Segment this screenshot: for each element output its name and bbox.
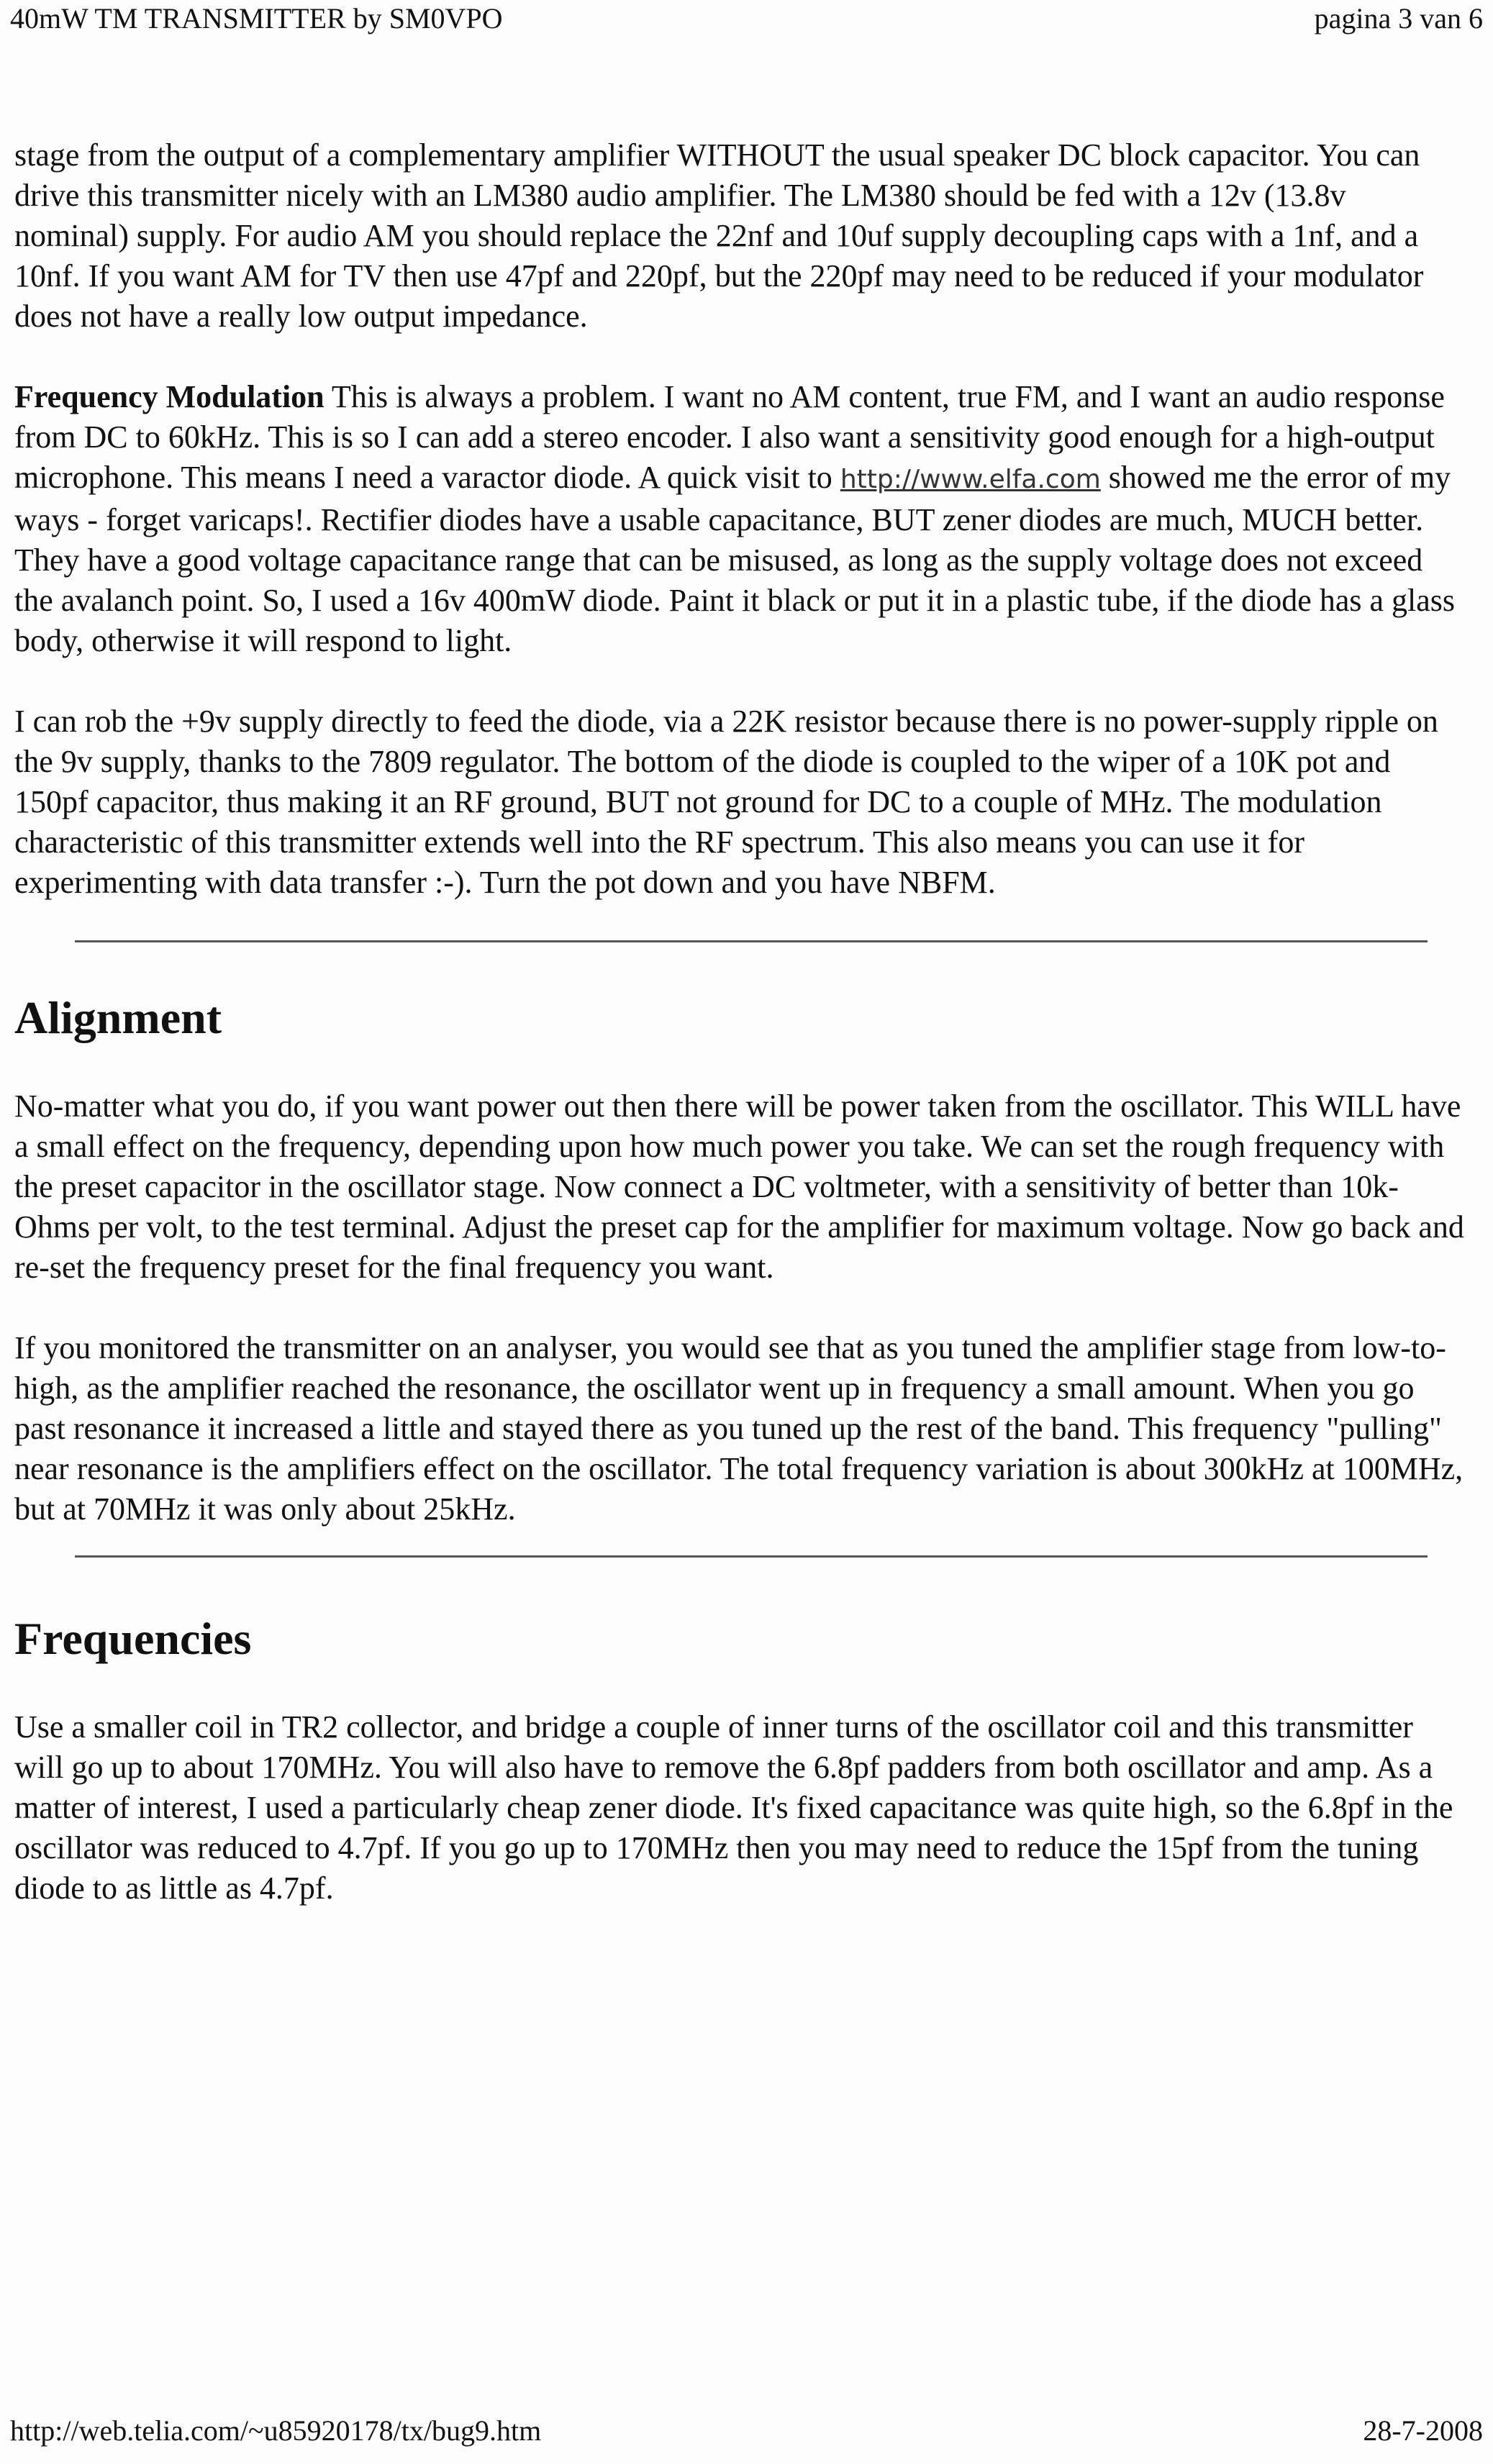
- paragraph-frequency-modulation: [14, 377, 1468, 661]
- page-footer-url: http://web.telia.com/~u85920178/tx/bug9.htm: [10, 2414, 542, 2447]
- document-body: [14, 135, 1468, 1909]
- paragraph-frequencies: Use a smaller coil in TR2 collector, and bridge a couple of inner turns of the oscillator coil and this transmitter will go up to about 170MHz. You will also have to remove the 6.8pf padders from both oscillator and amp. As a matter of interest, I used a particularly cheap zener diode. It's fixed capacitance was quite high, so the 6.8pf in the oscillator was reduced to 4.7pf. If you go up to 170MHz then you may need to reduce the 15pf from the tuning diode to as little as 4.7pf.: [14, 1709, 1453, 1906]
- page-header-title: 40mW TM TRANSMITTER by SM0VPO: [10, 2, 503, 35]
- paragraph-complementary-amplifier: stage from the output of a complementary amplifier WITHOUT the usual speaker DC block capacitor. You can drive this transmitter nicely with an LM380 audio amplifier. The LM380 should be fed with a 12v (13.8v nominal) supply. For audio AM you should replace the 22nf and 10uf supply decoupling caps with a 1nf, and a 10nf. If you want AM for TV then use 47pf and 220pf, but the 220pf may need to be reduced if your modulator does not have a really low output impedance.: [14, 137, 1424, 334]
- fm-text-part-2: showed me the error of my ways - forget varicaps!. Rectifier diodes have a usable capacitance, BUT zener diodes are much, MUCH better. They have a good voltage capacitance range that can be misused, as long as the supply voltage does not exceed the avalanch point. So, I used a 16v 400mW diode. Paint it black or put it in a plastic tube, if the diode has a glass body, otherwise it will respond to light.: [14, 460, 1455, 658]
- paragraph-alignment-2: If you monitored the transmitter on an analyser, you would see that as you tuned the amplifier stage from low-to-high, as the amplifier reached the resonance, the oscillator went up in frequency a small amount. When you go past resonance it increased a little and stayed there as you tuned up the rest of the band. This frequency "pulling" near resonance is the amplifiers effect on the oscillator. The total frequency variation is about 300kHz at 100MHz, but at 70MHz it was only about 25kHz.: [14, 1330, 1463, 1527]
- fm-text-part-1: This is always a problem. I want no AM content, true FM, and I want an audio response from DC to 60kHz. This is so I can add a stereo encoder. I also want a sensitivity good enough for a high-output microphone. This means I need a varactor diode. A quick visit to: [14, 379, 1445, 495]
- section-divider-2: [75, 1555, 1428, 1558]
- frequency-modulation-lead: Frequency Modulation: [14, 379, 325, 414]
- section-divider-1: [75, 940, 1428, 942]
- heading-alignment: Alignment: [14, 992, 222, 1043]
- elfa-link[interactable]: http://www.elfa.com: [840, 465, 1101, 494]
- heading-frequencies: Frequencies: [14, 1613, 252, 1664]
- paragraph-alignment-1: No-matter what you do, if you want power out then there will be power taken from the oscillator. This WILL have a small effect on the frequency, depending upon how much power you take. We can set the rough frequency with the preset capacitor in the oscillator stage. Now connect a DC voltmeter, with a sensitivity of better than 10k-Ohms per volt, to the test terminal. Adjust the preset cap for the amplifier for maximum voltage. Now go back and re-set the frequency preset for the final frequency you want.: [14, 1088, 1464, 1285]
- page-header-number: pagina 3 van 6: [1314, 2, 1483, 35]
- page-footer-date: 28-7-2008: [1363, 2414, 1483, 2447]
- paragraph-supply-and-diode: I can rob the +9v supply directly to feed the diode, via a 22K resistor because there is no power-supply ripple on the 9v supply, thanks to the 7809 regulator. The bottom of the diode is coupled to the wiper of a 10K pot and 150pf capacitor, thus making it an RF ground, BUT not ground for DC to a couple of MHz. The modulation characteristic of this transmitter extends well into the RF spectrum. This also means you can use it for experimenting with data transfer :-). Turn the pot down and you have NBFM.: [14, 704, 1438, 900]
